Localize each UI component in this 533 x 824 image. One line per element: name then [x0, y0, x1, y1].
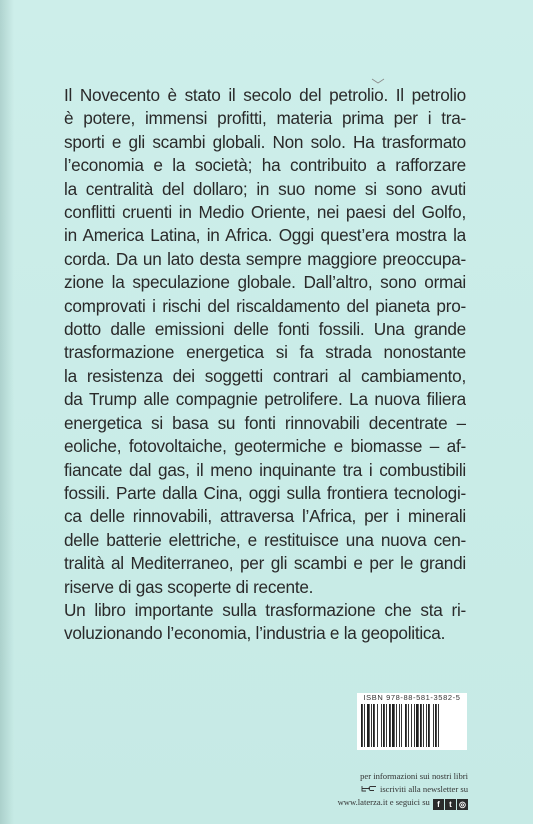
publisher-info	[300, 770, 468, 810]
barcode-bar	[377, 704, 378, 747]
barcode-bar	[373, 704, 375, 747]
blurb-line: Un libro importante sulla trasformazione che sta ri-	[64, 599, 466, 620]
blurb-line: l’economia e la società; ha contribuito a rafforzare	[64, 155, 466, 176]
pointing-hand-icon	[361, 784, 377, 793]
barcode-bar	[420, 704, 422, 747]
blurb-line: Il Novecento è stato il secolo del petrolio. Il petrolio	[64, 85, 466, 105]
barcode-bar	[423, 704, 424, 747]
barcode-bar	[414, 704, 415, 747]
info-line-3	[300, 796, 468, 810]
barcode-bar	[426, 704, 427, 747]
blurb-line: fossili. Parte dalla Cina, oggi sulla frontiera tecnologi-	[64, 482, 466, 503]
blurb-line: corda. Da un lato desta sempre maggiore preoccupa-	[64, 248, 466, 269]
blurb-line: la resistenza dei soggetti contrari al cambiamento,	[64, 365, 466, 386]
barcode-bar	[389, 704, 391, 747]
barcode-bar	[383, 704, 385, 747]
barcode-bar	[367, 704, 370, 747]
isbn-barcode	[357, 693, 467, 750]
blurb-line: riserve di gas scoperte di recente.	[64, 576, 314, 597]
barcode-bar	[408, 704, 409, 747]
blurb-line: in America Latina, in Africa. Oggi quest’era mostra la	[64, 225, 466, 246]
barcode-bar	[435, 704, 437, 747]
spine-shadow	[0, 0, 14, 824]
blurb-text	[64, 84, 466, 646]
newsletter-text: iscriviti alla newsletter su	[379, 784, 468, 794]
barcode-bar	[405, 704, 407, 747]
barcode-bar	[411, 704, 412, 747]
barcode-bar	[371, 704, 372, 747]
blurb-line: dotto dalle emissioni delle fonti fossili. Una grande	[64, 319, 466, 340]
blurb-line: tralità al Mediterraneo, per gli scambi e per le grandi	[64, 553, 466, 574]
blurb-line: ca delle rinnovabili, attraversa l’Africa, per i minerali	[64, 506, 466, 527]
blurb-line: trasformazione energetica si fa strada nonostante	[64, 342, 466, 363]
blurb-line: energetica si basa su fonti rinnovabili decentrate –	[64, 412, 466, 433]
facebook-icon[interactable]: f	[433, 799, 444, 810]
blurb-line: comprovati i rischi del riscaldamento del pianeta pro-	[64, 295, 466, 316]
blurb-line: eoliche, fotovoltaiche, geotermiche e biomasse – af-	[64, 436, 466, 457]
blurb-line: voluzionando l’economia, l’industria e la geopolitica.	[64, 623, 446, 644]
blurb-line: zione la speculazione globale. Dall’altro, sono ormai	[64, 272, 466, 293]
blurb-line: sporti e gli scambi globali. Non solo. Ha trasformato	[64, 131, 466, 152]
barcode-bar	[401, 704, 402, 747]
website-text: www.laterza.it e seguici su	[337, 797, 430, 807]
barcode-bars	[361, 704, 463, 747]
barcode-bar	[396, 704, 397, 747]
barcode-bar	[386, 704, 387, 747]
isbn-number: ISBN 978-88-581-3582-5	[363, 693, 461, 702]
blurb-line: fiancate dal gas, il meno inquinante tra i combustibili	[64, 459, 466, 480]
barcode-bar	[399, 704, 400, 747]
blurb-line: è potere, immensi profitti, materia prima per i tra-	[64, 108, 466, 129]
barcode-bar	[438, 704, 439, 747]
barcode-bar	[364, 704, 365, 747]
twitter-icon[interactable]: t	[445, 799, 456, 810]
info-line-1: per informazioni sui nostri libri	[360, 771, 468, 781]
blurb-line: conflitti cruenti in Medio Oriente, nei paesi del Golfo,	[64, 202, 466, 223]
barcode-bar	[392, 704, 395, 747]
blurb-line: delle batterie elettriche, e restituisce una nuova cen-	[64, 529, 466, 550]
info-line-2	[300, 783, 468, 796]
barcode-bar	[433, 704, 434, 747]
blurb-line: da Trump alle compagnie petrolifere. La nuova filiera	[64, 389, 466, 410]
barcode-bar	[381, 704, 382, 747]
barcode-bar	[361, 704, 363, 747]
barcode-bar	[428, 704, 430, 747]
blurb-line: la centralità del dollaro; in suo nome si sono avuti	[64, 178, 466, 199]
instagram-icon[interactable]: ◎	[457, 799, 468, 810]
barcode-bar	[416, 704, 419, 747]
